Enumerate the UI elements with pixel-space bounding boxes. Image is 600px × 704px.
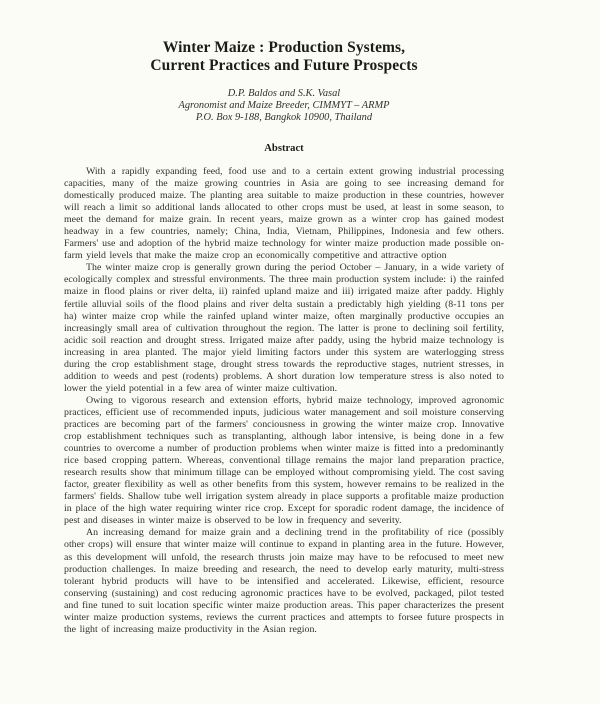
abstract-paragraph-2: The winter maize crop is generally grown during the period October – January, in a wide variety of ecologically complex and stressful environments. The three main production system include: i) the rainfed maize in flood plains or river delta, ii) rainfed upland maize and iii) irrigated maize after paddy. Highly fertile alluvial soils of the flood plains and river delta sustain a predictably high yielding (8-11 tons per ha) winter maize crop while the rainfed upland winter maize, often marginally productive occupies an increasingly small area of cultivation throughout the region. The latter is prone to declining soil fertility, acidic soil reaction and drought stress. Irrigated maize after paddy, using the hybrid maize technology is increasing in area planted. The major yield limiting factors under this system are waterlogging stress during the crop establishment stage, drought stress towards the reproductive stages, nutrient stresses, in addition to weeds and pest (rodents) problems. A short duration low temperature stress is also noted to lower the yield potential in a few area of winter maize cultivation. xyxy=(64,262,504,394)
author-block xyxy=(64,88,504,124)
abstract-body xyxy=(64,166,504,636)
address-line: P.O. Box 9-188, Bangkok 10900, Thailand xyxy=(195,112,373,123)
text-column xyxy=(64,0,504,636)
title-line-1: Winter Maize : Production Systems, xyxy=(162,39,406,56)
title-line-2: Current Practices and Future Prospects xyxy=(150,57,418,74)
affiliation-line: Agronomist and Maize Breeder, CIMMYT – ARMP xyxy=(178,100,390,111)
abstract-heading: Abstract xyxy=(264,143,304,154)
page-title xyxy=(64,39,504,75)
abstract-paragraph-3: Owing to vigorous research and extension efforts, hybrid maize technology, improved agronomic practices, efficient use of recommended inputs, judicious water management and soil moisture conserving practices are becoming part of the farmers' conciousness in growing the winter maize crop. Innovative crop establishment techniques such as transplanting, although labor intensive, is being done in a few countries to overcome a number of production problems when winter maize is fitted into a predominantly rice based cropping pattern. Whereas, conventional tillage remains the major land preparation practice, research results show that minimum tillage can be employed without compromising yield. The cost saving factor, greater flexibility as well as other benefits from this system, however remains to be realized in the farmers' fields. Shallow tube well irrigation system already in place supports a profitable maize production in place of the high water requiring winter rice crop. Except for sporadic rodent damage, the incidence of pest and diseases in winter maize is observed to be low in frequency and severity. xyxy=(64,394,504,527)
abstract-paragraph-1: With a rapidly expanding feed, food use and to a certain extent growing industrial processing capacities, many of the maize growing countries in Asia are going to see increasing demand for domestically produced maize. The planting area suitable to maize production in these countries, however will reach a limit so additional lands allocated to other crops must be used, at least in some season, to meet the demand for maize grain. In recent years, maize grown as a winter crop has gained modest headway in a few countries, namely; China, India, Vietnam, Philippines, Indonesia and few others. Farmers' use and adoption of the hybrid maize technology for winter maize production made possible on-farm yield levels that make the maize crop an economically competitive and attractive option xyxy=(64,166,504,262)
authors-line: D.P. Baldos and S.K. Vasal xyxy=(227,88,341,99)
abstract-paragraph-4: An increasing demand for maize grain and a declining trend in the profitability of rice (possibly other crops) will ensure that winter maize will continue to expand in planting area in the future. However, as this development will unfold, the research thrusts join maize may have to be refocused to meet new production challenges. In maize breeding and research, the need to develop early maturity, multi-stress tolerant hybrid products will have to be intensified and accelerated. Likewise, efficient, resource conserving (sustaining) and cost reducing agronomic practices have to be evolved, packaged, pilot tested and fine tuned to suit location specific winter maize production areas. This paper characterizes the present winter maize production systems, reviews the current practices and attempts to forsee future prospects in the light of increasing maize productivity in the Asian region. xyxy=(64,527,504,635)
